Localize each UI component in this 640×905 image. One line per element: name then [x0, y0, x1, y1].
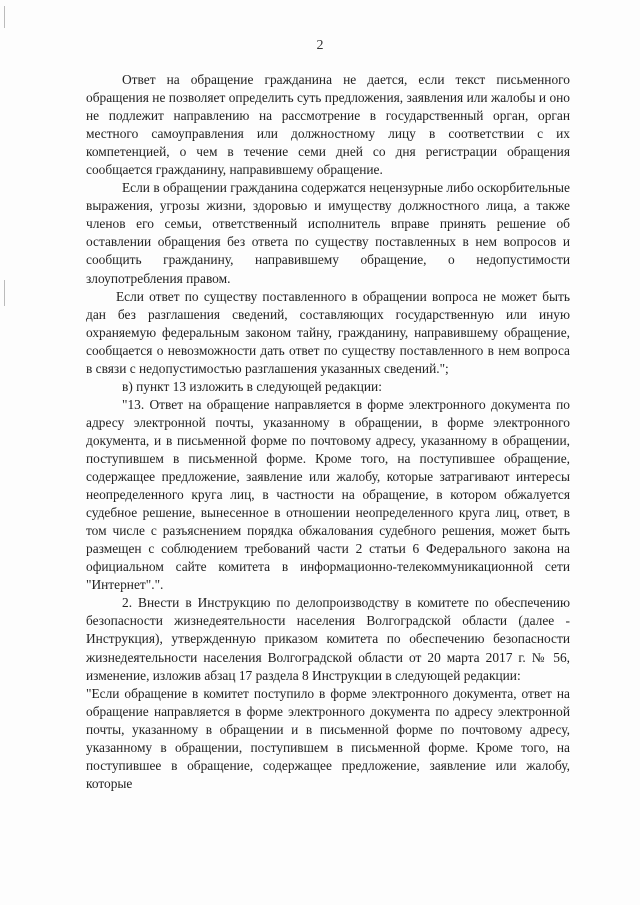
paragraph: Если в обращении гражданина содержатся нецензурные либо оскорбительные выражения, угрозы жизни, здоровью и имуществу должностного лица, а также членов его семьи, ответственный исполнитель вправе принять решение об оставлении обращения без ответа по существу поставленных в нем вопросов и сообщить гражданину, направившему обращение, о недопустимости злоупотребления правом. [86, 180, 570, 286]
paragraph: в) пункт 13 изложить в следующей редакции: [122, 378, 382, 394]
scan-margin-mark [4, 6, 5, 28]
document-body [86, 71, 570, 793]
paragraph: Если ответ по существу поставленного в обращении вопроса не может быть дан без разглашения сведений, составляющих государственную или иную охраняемую федеральным законом тайну, гражданину, направившему обращение, сообщается о невозможности дать ответ по существу поставленного в нем вопроса в связи с недопустимостью разглашения указанных сведений."; [86, 288, 570, 376]
scan-margin-mark [4, 280, 5, 306]
page-number: 2 [316, 38, 324, 53]
paragraph: Ответ на обращение гражданина не дается, если текст письменного обращения не позволяет определить суть предложения, заявления или жалобы и оно не подлежит направлению на рассмотрение в государственный орган, орган местного самоуправления или должностному лицу в соответствии с их компетенцией, о чем в течение семи дней со дня регистрации обращения сообщается гражданину, направившему обращение. [86, 72, 570, 178]
paragraph: "Если обращение в комитет поступило в форме электронного документа, ответ на обращение направляется в форме электронного документа по адресу электронной почты, указанному в обращении и в письменной форме по почтовому адресу, указанному в обращении, поступившем в письменной форме. Кроме того, на поступившее в обращение, содержащее предложение, заявление или жалобу, которые [86, 685, 570, 791]
paragraph: "13. Ответ на обращение направляется в форме электронного документа по адресу электронной почты, указанному в обращении, в форме электронного документа, и в письменной форме по почтовому адресу, указанному в обращении, поступившем в письменной форме. Кроме того, на поступившее обращение, содержащее предложение, заявление или жалобу, которые затрагивают интересы неопределенного круга лиц, в частности на обращение, в котором обжалуется судебное решение, вынесенное в отношении неопределенного круга лиц, ответ, в том числе с разъяснением порядка обжалования судебного решения, может быть размещен с соблюдением требований части 2 статьи 6 Федерального закона на официальном сайте комитета в информационно-телекоммуникационной сети "Интернет".". [86, 396, 570, 593]
paragraph: 2. Внести в Инструкцию по делопроизводству в комитете по обеспечению безопасности жизнедеятельности населения Волгоградской области (далее - Инструкция), утвержденную приказом комитета по обеспечению безопасности жизнедеятельности населения Волгоградской области от 20 марта 2017 г. № 56, изменение, изложив абзац 17 раздела 8 Инструкции в следующей редакции: [86, 595, 570, 683]
